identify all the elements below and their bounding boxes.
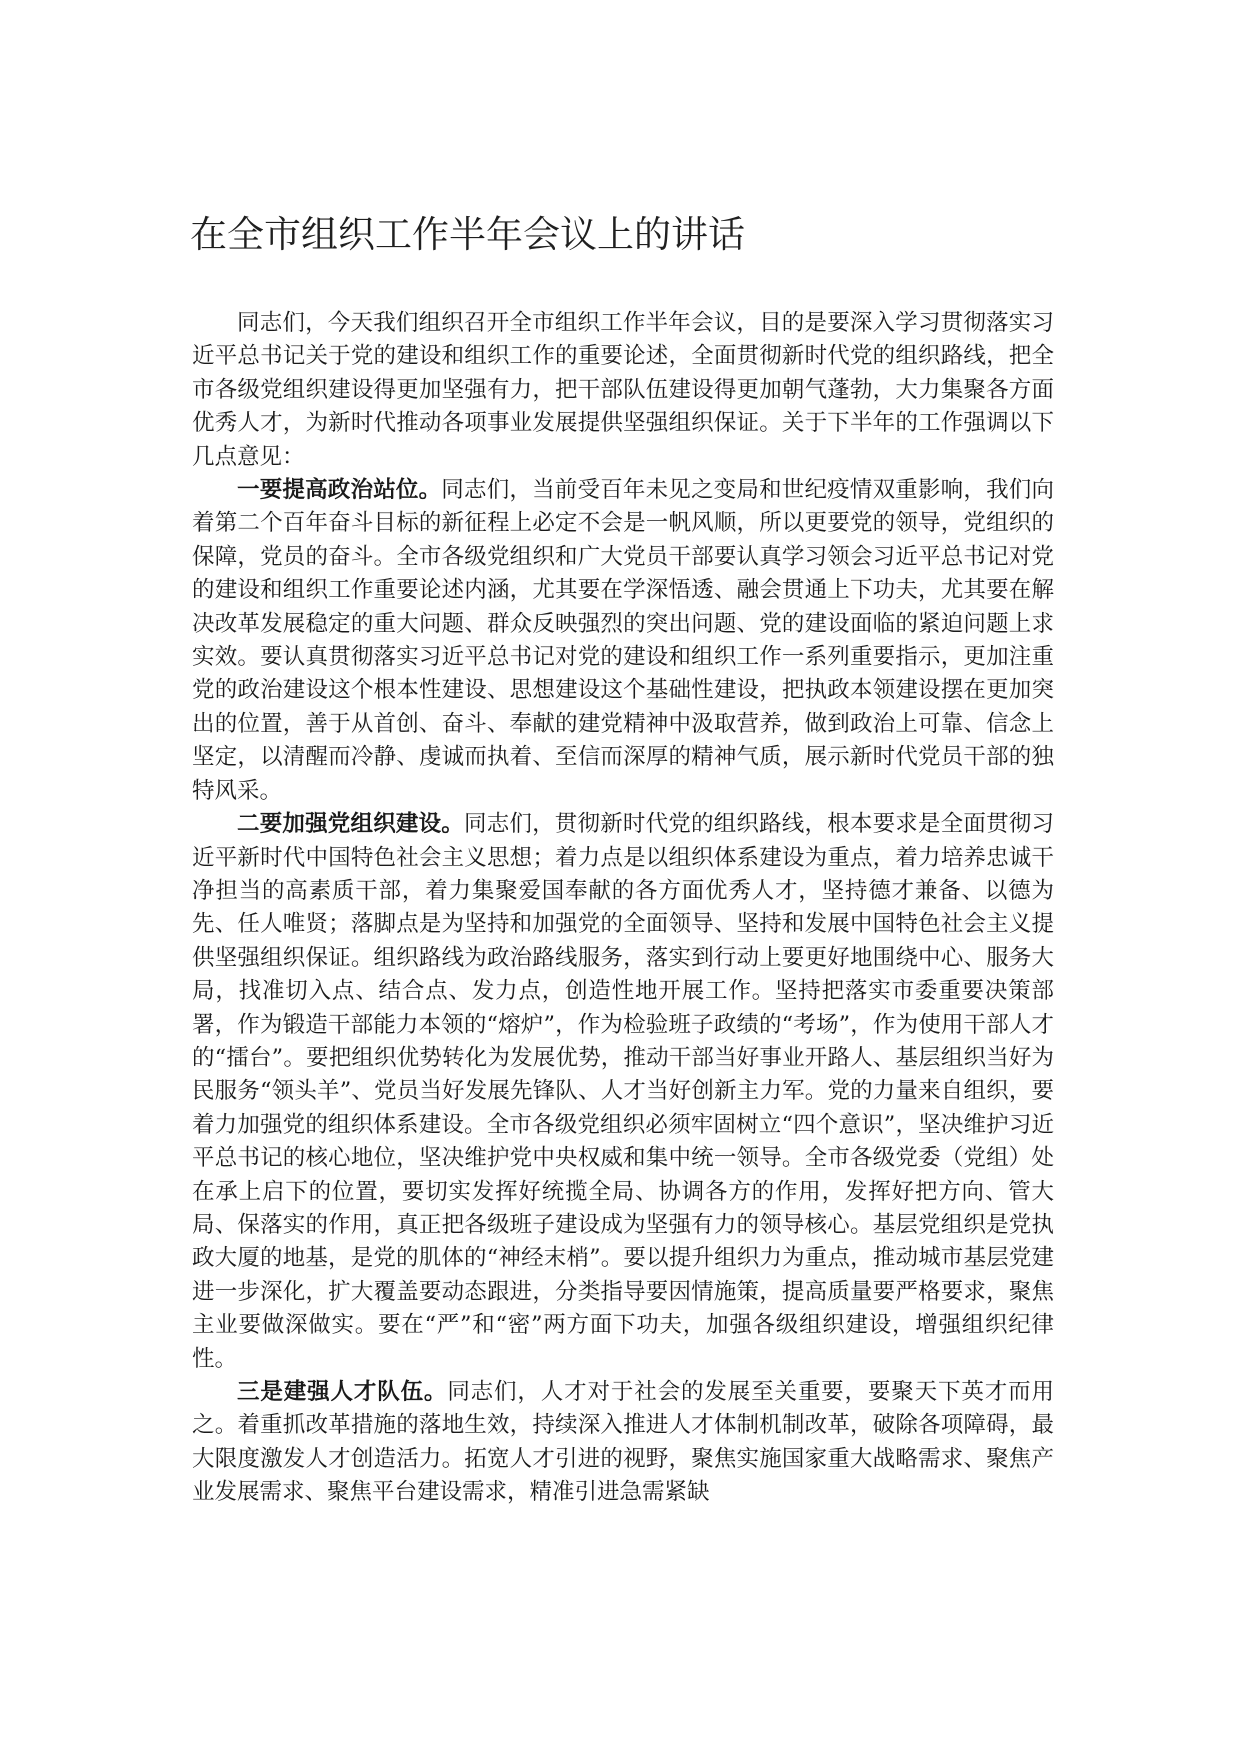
paragraph-text: 同志们，贯彻新时代党的组织路线，根本要求是全面贯彻习近平新时代中国特色社会主义思想；着力点是以组织体系建设为重点，着力培养忠诚干净担当的高素质干部，着力集聚爱国奉献的各方面优秀人才，坚持德才兼备、以德为先、任人唯贤；落脚点是为坚持和加强党的全面领导、坚持和发展中国特色社会主义提供坚强组织保证。组织路线为政治路线服务，落实到行动上要更好地围绕中心、服务大局，找准切入点、结合点、发力点，创造性地开展工作。坚持把落实市委重要决策部署，作为锻造干部能力本领的“熔炉”，作为检验班子政绩的“考场”，作为使用干部人才的“擂台”。要把组织优势转化为发展优势，推动干部当好事业开路人、基层组织当好为民服务“领头羊”、党员当好发展先锋队、人才当好创新主力军。党的力量来自组织，要着力加强党的组织体系建设。全市各级党组织必须牢固树立“四个意识”，坚决维护习近平总书记的核心地位，坚决维护党中央权威和集中统一领导。全市各级党委（党组）处在承上启下的位置，要切实发挥好统揽全局、协调各方的作用，发挥好把方向、管大局、保落实的作用，真正把各级班子建设成为坚强有力的领导核心。基层党组织是党执政大厦的地基，是党的肌体的“神经末梢”。要以提升组织力为重点，推动城市基层党建进一步深化，扩大覆盖要动态跟进，分类指导要因情施策，提高质量要严格要求，聚焦主业要做深做实。要在“严”和“密”两方面下功夫，加强各级组织建设，增强组织纪律性。 [192,811,1054,1372]
paragraph-party-organization [192,808,1054,1376]
document-title: 在全市组织工作半年会议上的讲话 [190,213,745,256]
paragraph-heading: 二要加强党组织建设。 [237,811,464,838]
paragraph-heading: 三是建强人才队伍。 [237,1379,448,1405]
document-body [192,307,1054,1510]
paragraph-political-stance [192,474,1054,808]
paragraph-heading: 一要提高政治站位。 [237,477,442,504]
paragraph-text: 同志们，人才对于社会的发展至关重要，要聚天下英才而用之。着重抓改革措施的落地生效，持续深入推进人才体制机制改革，破除各项障碍，最大限度激发人才创造活力。拓宽人才引进的视野，聚焦实施国家重大战略需求、聚焦产业发展需求、聚焦平台建设需求，精准引进急需紧缺 [192,1379,1054,1506]
paragraph-intro [192,307,1054,474]
paragraph-text: 同志们，今天我们组织召开全市组织工作半年会议，目的是要深入学习贯彻落实习近平总书记关于党的建设和组织工作的重要论述，全面贯彻新时代党的组织路线，把全市各级党组织建设得更加坚强有力，把干部队伍建设得更加朝气蓬勃，大力集聚各方面优秀人才，为新时代推动各项事业发展提供坚强组织保证。关于下半年的工作强调以下几点意见： [192,310,1054,470]
paragraph-talent-team [192,1376,1054,1510]
paragraph-text: 同志们，当前受百年未见之变局和世纪疫情双重影响，我们向着第二个百年奋斗目标的新征程上必定不会是一帆风顺，所以更要党的领导，党组织的保障，党员的奋斗。全市各级党组织和广大党员干部要认真学习领会习近平总书记对党的建设和组织工作重要论述内涵，尤其要在学深悟透、融会贯通上下功夫，尤其要在解决改革发展稳定的重大问题、群众反映强烈的突出问题、党的建设面临的紧迫问题上求实效。要认真贯彻落实习近平总书记对党的建设和组织工作一系列重要指示，更加注重党的政治建设这个根本性建设、思想建设这个基础性建设，把执政本领建设摆在更加突出的位置，善于从首创、奋斗、奉献的建党精神中汲取营养，做到政治上可靠、信念上坚定，以清醒而冷静、虔诚而执着、至信而深厚的精神气质，展示新时代党员干部的独特风采。 [192,477,1054,804]
